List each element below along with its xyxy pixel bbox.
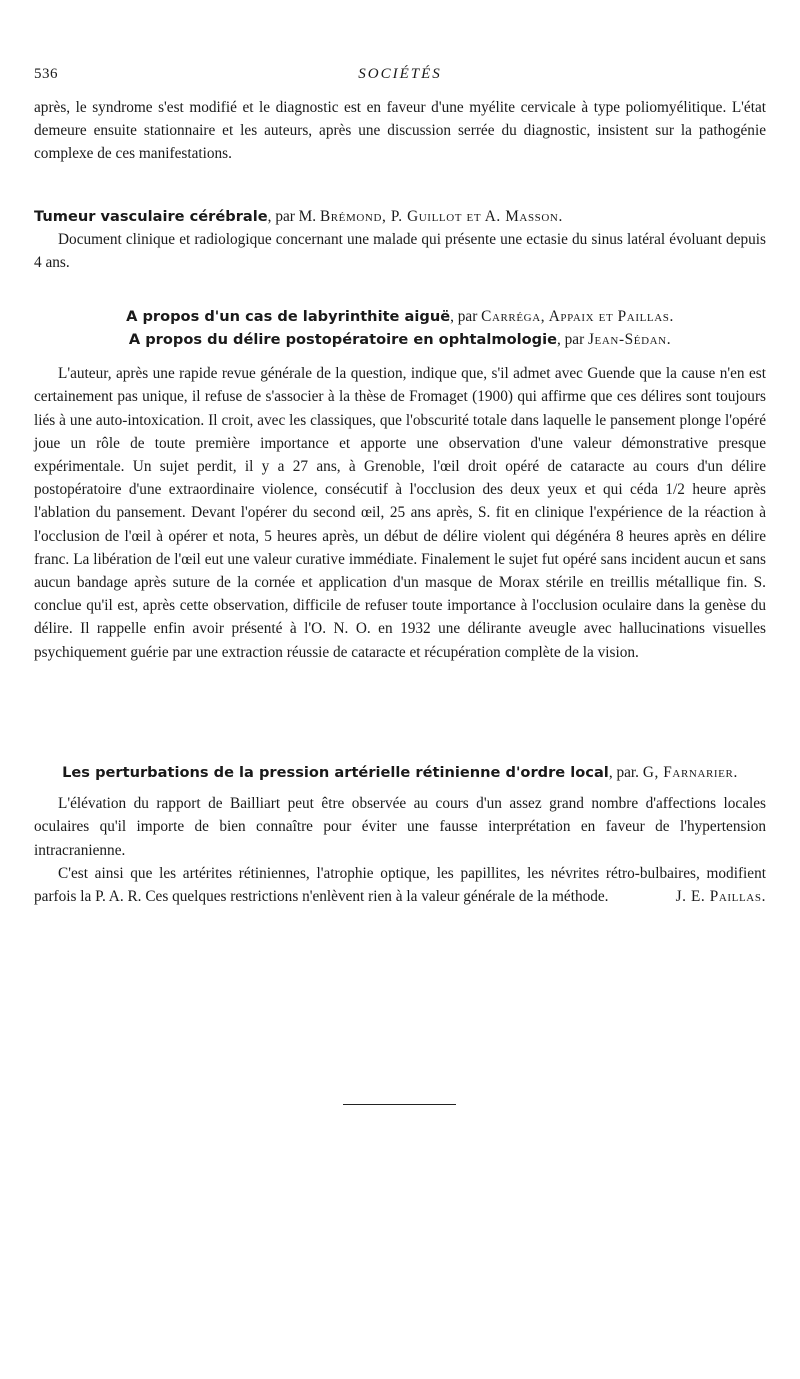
running-title: SOCIÉTÉS bbox=[358, 66, 442, 82]
section-perturbations-pression bbox=[34, 761, 766, 908]
section-heading bbox=[34, 305, 766, 328]
section-body-2-text: C'est ainsi que les artérites rétiniennes, l'atrophie optique, les papillites, les névrites rétro-bulbaires, modifient parfois la P. A. R. Ces quelques restrictions n'enlèvent rien à la valeur générale de la méthode. bbox=[34, 864, 766, 906]
signature: J. E. Paillas. bbox=[675, 888, 766, 906]
page-number: 536 bbox=[34, 66, 58, 82]
section-by: , par. bbox=[608, 764, 643, 781]
section-body-1: L'élévation du rapport de Bailliart peut être observée au cours d'un assez grand nombre d'affections locales oculaires qu'il importe de bien connaître pour éviter une fausse interprétation en faveur de l'hypertension intracranienne. bbox=[34, 795, 766, 859]
section-authors: G, Farnarier. bbox=[642, 764, 738, 781]
section-by: , par M. bbox=[267, 208, 320, 225]
section-labyrinthite bbox=[34, 305, 766, 328]
section-delire-postoperatoire bbox=[34, 328, 766, 664]
section-title: Les perturbations de la pression artérielle rétinienne d'ordre local bbox=[62, 764, 609, 781]
intro-paragraph bbox=[34, 96, 766, 166]
section-authors: Carréga, Appaix et Paillas. bbox=[481, 308, 674, 325]
section-authors: Jean-Sédan. bbox=[588, 331, 672, 348]
section-title: A propos d'un cas de labyrinthite aiguë bbox=[126, 308, 451, 325]
section-body: L'auteur, après une rapide revue générale de la question, indique que, s'il admet avec Guende que la cause n'en est certainement pas unique, il refuse de s'associer à la thèse de Fromaget (1900) qui affirme que ces délires sont toujours liés à une auto-intoxication. Il croit, avec les classiques, que l'obscurité totale dans laquelle le pansement plonge l'opéré joue un rôle de toute première importance et apporte une observation d'une valeur démonstrative presque expérimentale. Un sujet perdit, il y a 27 ans, à Grenoble, l'œil droit opéré de cataracte au cours d'un délire postopératoire d'une extraordinaire violence, consécutif à l'occlusion des deux yeux et qui céda 1/2 heure après l'ablation du pansement. Devant l'opérer du second œil, 25 ans après, S. fit en clinique l'expérience de la réaction à l'occlusion de l'œil à opérer et nota, 5 heures après, un début de délire violent qui dégénéra 8 heures après en délire franc. La libération de l'œil eut une valeur curative immédiate. Finalement le sujet fut opéré sans incident aucun et sans aucun bandage après suture de la cornée et application d'un masque de Morax stérile en treillis métallique fin. S. conclue qu'il est, après cette observation, difficile de refuser toute importance à l'occlusion oculaire dans la genèse du délire. Il rappelle enfin avoir présenté à l'O. N. O. en 1932 une délirante aveugle avec hallucinations visuelles psychiquement guérie par une extraction réussie de cataracte et récupération complète de la vision. bbox=[34, 365, 766, 661]
section-heading bbox=[34, 205, 766, 228]
page-header bbox=[34, 66, 766, 90]
section-title: A propos du délire postopératoire en ophtalmologie bbox=[128, 331, 557, 348]
section-tumeur-vasculaire bbox=[34, 205, 766, 275]
closing-rule bbox=[343, 1104, 456, 1105]
section-heading bbox=[34, 328, 766, 351]
section-body-2 bbox=[34, 862, 766, 908]
section-title: Tumeur vasculaire cérébrale bbox=[34, 208, 268, 225]
intro-text: après, le syndrome s'est modifié et le diagnostic est en faveur d'une myélite cervicale à type poliomyélitique. L'état demeure ensuite stationnaire et les auteurs, après une discussion serrée du diagnostic, insistent sur la pathogénie complexe de ces manifestations. bbox=[34, 99, 766, 163]
section-body: Document clinique et radiologique concernant une malade qui présente une ectasie du sinus latéral évoluant depuis 4 ans. bbox=[34, 231, 766, 272]
section-heading bbox=[34, 761, 766, 784]
section-by: , par bbox=[556, 331, 588, 348]
section-by: , par bbox=[450, 308, 482, 325]
section-authors: Brémond, P. Guillot et A. Masson. bbox=[319, 208, 563, 225]
